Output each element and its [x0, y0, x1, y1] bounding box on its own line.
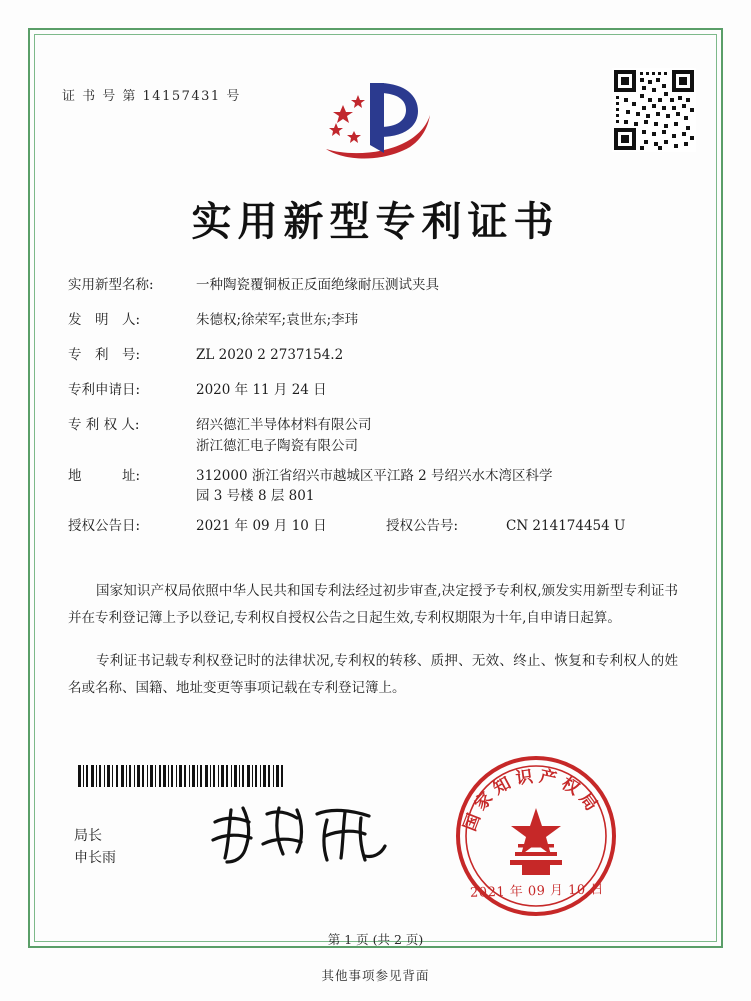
legal-paragraph-1 — [68, 578, 678, 632]
field-label: 专利申请日: — [68, 381, 141, 398]
field-value-group — [196, 415, 678, 457]
signature-block — [74, 825, 116, 870]
field-row-address — [68, 466, 678, 508]
field-value: 朱德权;徐荣军;袁世东;李玮 — [196, 311, 359, 328]
legal-paragraph-2 — [68, 648, 678, 702]
field-label: 发 明 人: — [68, 311, 141, 328]
field-value-line2: 园 3 号楼 8 层 801 — [196, 488, 315, 505]
field-value: 312000 浙江省绍兴市越城区平江路 2 号绍兴水木湾区科学 — [196, 467, 553, 484]
field-label: 地 址: — [68, 467, 141, 484]
field-label-publication-date: 授权公告日: — [68, 518, 141, 535]
field-row-utility-model-name — [68, 275, 678, 296]
field-value-line2: 浙江德汇电子陶瓷有限公司 — [196, 437, 358, 454]
legal-paragraph-1-text: 国家知识产权局依照中华人民共和国专利法经过初步审查,决定授予专利权,颁发实用新型专利证书并在专利登记簿上予以登记,专利权自授权公告之日起生效,专利权期限为十年,自申请日起算。 — [68, 583, 678, 626]
signature-title-label: 局长 — [74, 828, 102, 844]
field-value: ZL 2020 2 2737154.2 — [196, 346, 344, 363]
field-value-publication-date: 2021 年 09 月 10 日 — [196, 518, 327, 535]
field-row-application-date — [68, 380, 678, 401]
certificate-number: 证 书 号 第 14157431 号 — [62, 89, 241, 104]
qr-code-icon — [612, 68, 696, 152]
field-value-publication-number: CN 214174454 U — [506, 518, 626, 535]
field-label: 专 利 号: — [68, 346, 141, 363]
field-row-patentee — [68, 415, 678, 457]
field-list — [68, 275, 678, 549]
field-value: 一种陶瓷覆铜板正反面绝缘耐压测试夹具 — [196, 277, 439, 293]
page-indicator: 第 1 页 (共 2 页) — [327, 932, 424, 947]
field-row-inventors — [68, 310, 678, 331]
field-label: 实用新型名称: — [68, 277, 154, 293]
seal-top-text: 国家知识产权局 — [460, 766, 605, 834]
page-title: 实用新型专利证书 — [191, 198, 560, 245]
field-label-publication-number: 授权公告号: — [386, 518, 459, 535]
field-label: 专 利 权 人: — [68, 416, 140, 433]
field-row-patent-number — [68, 345, 678, 366]
field-value: 2020 年 11 月 24 日 — [196, 381, 327, 398]
field-value: 绍兴德汇半导体材料有限公司 — [196, 416, 372, 433]
barcode-icon — [78, 765, 286, 787]
signature-name-label: 申长雨 — [74, 850, 116, 867]
field-value-group — [196, 466, 678, 508]
field-row-publication — [68, 516, 678, 537]
cnipa-patent-logo-icon — [318, 75, 436, 170]
legal-paragraph-2-text: 专利证书记载专利权登记时的法律状况,专利权的转移、质押、无效、终止、恢复和专利权人的姓名或名称、国籍、地址变更等事项记载在专利登记簿上。 — [68, 653, 678, 696]
footnote: 其他事项参见背面 — [321, 968, 430, 983]
seal-date: 2021 年 09 月 10 日 — [469, 882, 605, 901]
handwritten-signature-icon — [205, 800, 395, 870]
